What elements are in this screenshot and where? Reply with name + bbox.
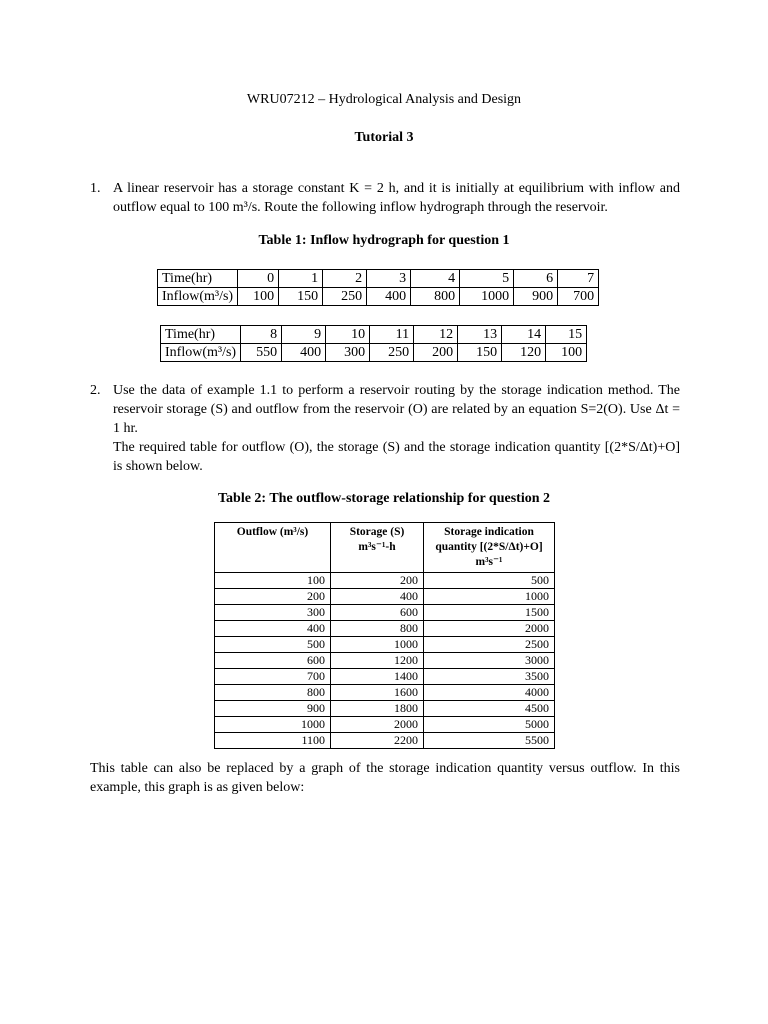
time-header: Time(hr) xyxy=(161,326,241,344)
table-row xyxy=(215,733,555,749)
table-cell: 2500 xyxy=(424,637,555,653)
table-header-row xyxy=(215,523,555,573)
table-row xyxy=(215,621,555,637)
table-cell: 100 xyxy=(215,573,331,589)
table-cell: 150 xyxy=(279,288,323,306)
table-cell: 400 xyxy=(282,344,326,362)
table-cell: 250 xyxy=(370,344,414,362)
table-cell: 1600 xyxy=(331,685,424,701)
table-cell: 2200 xyxy=(331,733,424,749)
table-cell: 1000 xyxy=(460,288,514,306)
table-cell: 4500 xyxy=(424,701,555,717)
table-cell: 7 xyxy=(558,270,599,288)
table-cell: 200 xyxy=(414,344,458,362)
table-1-caption: Table 1: Inflow hydrograph for question 1 xyxy=(258,233,510,248)
table-cell: 200 xyxy=(215,589,331,605)
table-cell: 15 xyxy=(546,326,587,344)
table-cell: 1200 xyxy=(331,653,424,669)
table-cell: 2000 xyxy=(331,717,424,733)
table-cell: 1100 xyxy=(215,733,331,749)
table-row xyxy=(215,589,555,605)
table-cell: 900 xyxy=(215,701,331,717)
table-cell: 4 xyxy=(411,270,460,288)
table-row xyxy=(215,717,555,733)
time-row xyxy=(158,270,599,288)
table-cell: 800 xyxy=(331,621,424,637)
inflow-header: Inflow(m³/s) xyxy=(161,344,241,362)
table-cell: 600 xyxy=(331,605,424,621)
table-cell: 11 xyxy=(370,326,414,344)
table-cell: 400 xyxy=(367,288,411,306)
table-2-caption: Table 2: The outflow-storage relationship for question 2 xyxy=(217,491,550,506)
closing-paragraph: This table can also be replaced by a graph of the storage indication quantity versus outflow. In this example, this graph is as given below: xyxy=(90,761,680,795)
table-cell: 400 xyxy=(215,621,331,637)
table-cell: 1 xyxy=(279,270,323,288)
table-body xyxy=(215,573,555,749)
course-title: WRU07212 – Hydrological Analysis and Design xyxy=(246,92,522,107)
table-cell: 100 xyxy=(546,344,587,362)
inflow-table-part-2 xyxy=(160,325,587,362)
table-cell: 700 xyxy=(558,288,599,306)
table-row xyxy=(215,637,555,653)
table-row xyxy=(215,573,555,589)
outflow-storage-table xyxy=(214,522,555,749)
table-cell: 100 xyxy=(238,288,279,306)
table-cell: 3500 xyxy=(424,669,555,685)
table-cell: 300 xyxy=(215,605,331,621)
table-cell: 5 xyxy=(460,270,514,288)
table-cell: 550 xyxy=(241,344,282,362)
table-cell: 700 xyxy=(215,669,331,685)
storage-indication-header: Storage indication quantity [(2*S/Δt)+O] m³s⁻¹ xyxy=(424,523,555,573)
table-cell: 1400 xyxy=(331,669,424,685)
table-cell: 12 xyxy=(414,326,458,344)
table-cell: 600 xyxy=(215,653,331,669)
table-cell: 5000 xyxy=(424,717,555,733)
table-cell: 900 xyxy=(514,288,558,306)
table-cell: 13 xyxy=(458,326,502,344)
table-cell: 800 xyxy=(215,685,331,701)
table-cell: 1800 xyxy=(331,701,424,717)
table-cell: 14 xyxy=(502,326,546,344)
table-cell: 150 xyxy=(458,344,502,362)
table-cell: 3 xyxy=(367,270,411,288)
question-1 xyxy=(90,179,680,217)
table-cell: 400 xyxy=(331,589,424,605)
table-cell: 2 xyxy=(323,270,367,288)
tutorial-title: Tutorial 3 xyxy=(354,130,414,145)
question-2-text-2: The required table for outflow (O), the storage (S) and the storage indication quantity [(2*S/Δt)+O] is shown below. xyxy=(113,440,680,474)
storage-header: Storage (S) m³s⁻¹-h xyxy=(331,523,424,573)
outflow-header: Outflow (m³/s) xyxy=(215,523,331,573)
table-cell: 1000 xyxy=(424,589,555,605)
table-cell: 120 xyxy=(502,344,546,362)
table-row xyxy=(215,685,555,701)
table-cell: 3000 xyxy=(424,653,555,669)
table-cell: 500 xyxy=(215,637,331,653)
table-row xyxy=(215,653,555,669)
table-cell: 1000 xyxy=(331,637,424,653)
table-cell: 0 xyxy=(238,270,279,288)
question-2-number: 2. xyxy=(90,383,101,398)
table-row xyxy=(215,669,555,685)
table-cell: 250 xyxy=(323,288,367,306)
inflow-row xyxy=(158,288,599,306)
question-1-number: 1. xyxy=(90,181,101,196)
table-cell: 5500 xyxy=(424,733,555,749)
table-cell: 9 xyxy=(282,326,326,344)
table-cell: 10 xyxy=(326,326,370,344)
question-2 xyxy=(90,381,680,476)
table-cell: 8 xyxy=(241,326,282,344)
question-2-text-1: Use the data of example 1.1 to perform a reservoir routing by the storage indication method. The reservoir storage (S) and outflow from the reservoir (O) are related by an equation S=2(O). Use Δt = 1 hr. xyxy=(113,383,680,436)
inflow-header: Inflow(m³/s) xyxy=(158,288,238,306)
table-cell: 2000 xyxy=(424,621,555,637)
table-row xyxy=(215,605,555,621)
table-cell: 200 xyxy=(331,573,424,589)
table-cell: 6 xyxy=(514,270,558,288)
table-cell: 300 xyxy=(326,344,370,362)
time-header: Time(hr) xyxy=(158,270,238,288)
table-cell: 4000 xyxy=(424,685,555,701)
inflow-table-part-1 xyxy=(157,269,599,306)
time-row xyxy=(161,326,587,344)
table-cell: 1500 xyxy=(424,605,555,621)
table-cell: 1000 xyxy=(215,717,331,733)
table-row xyxy=(215,701,555,717)
table-cell: 800 xyxy=(411,288,460,306)
question-1-text: A linear reservoir has a storage constant K = 2 h, and it is initially at equilibrium with inflow and outflow equal to 100 m³/s. Route the following inflow hydrograph through the reservoir. xyxy=(113,181,680,215)
table-cell: 500 xyxy=(424,573,555,589)
inflow-row xyxy=(161,344,587,362)
